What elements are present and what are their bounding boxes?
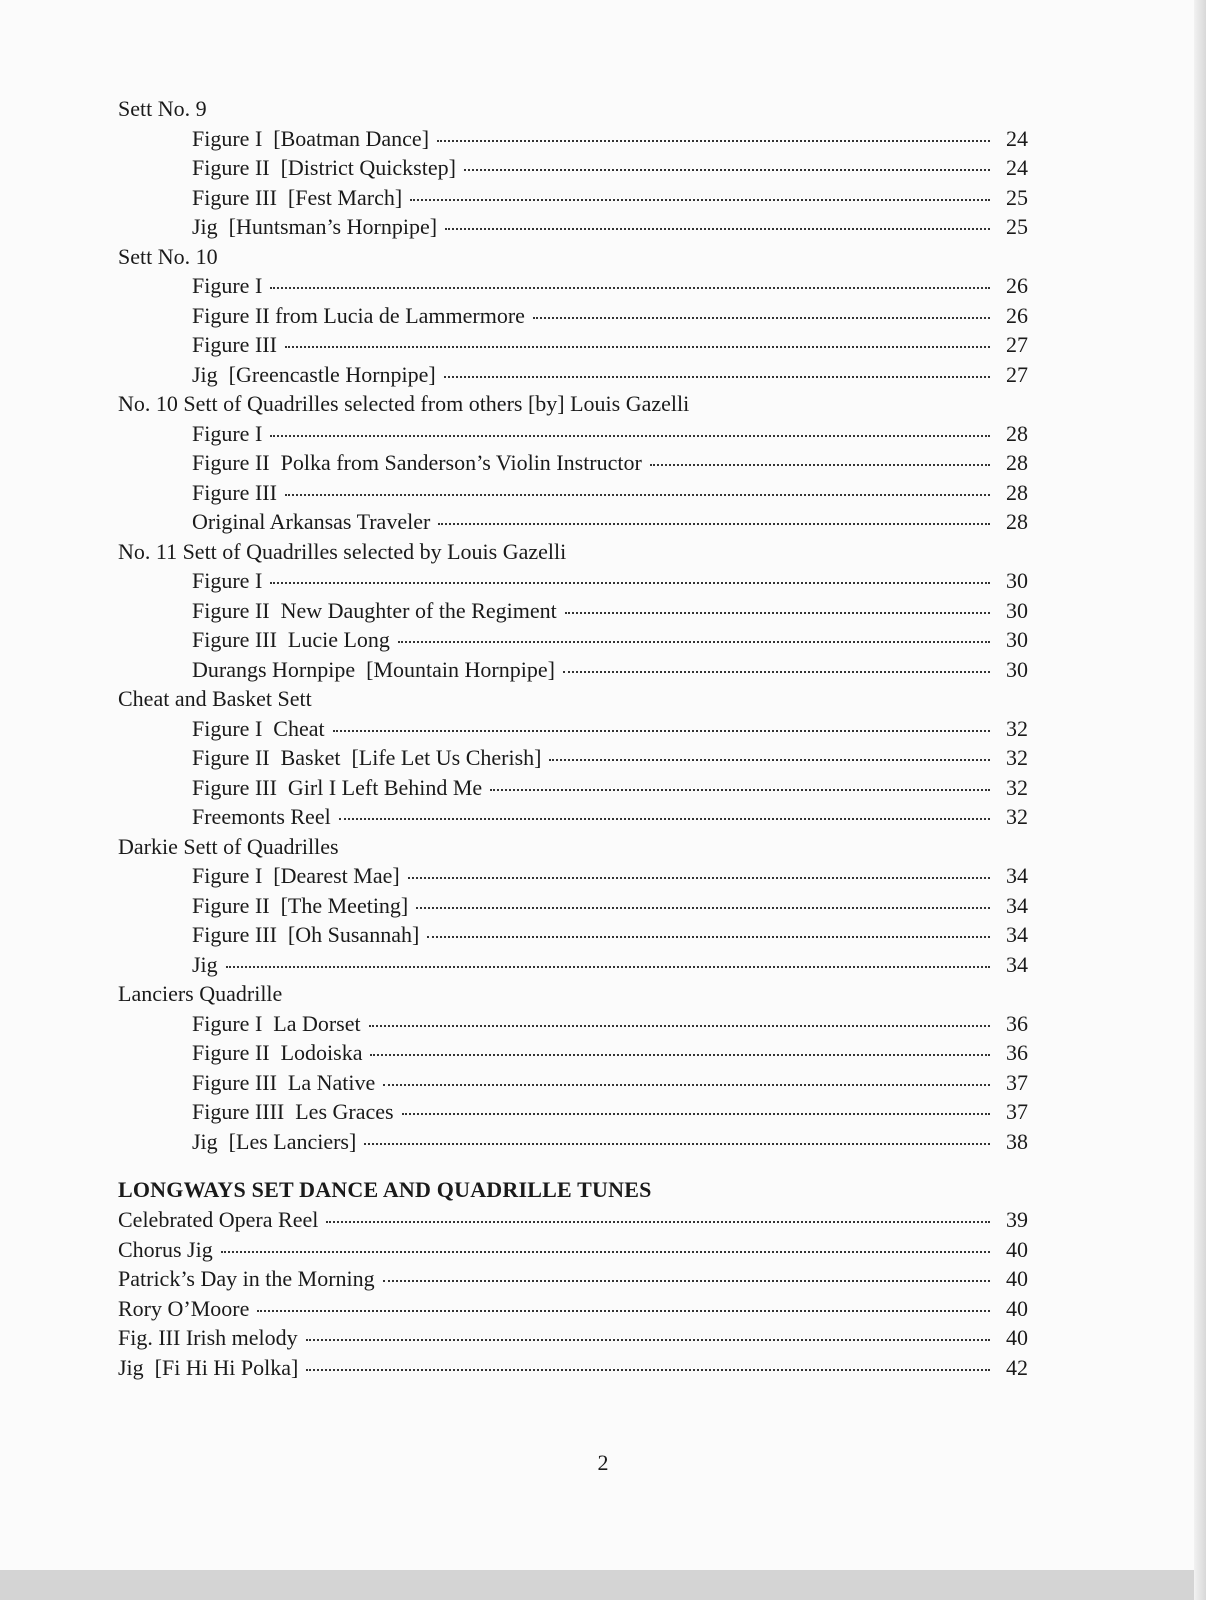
dot-leader — [364, 1142, 990, 1145]
toc-entry — [118, 655, 1028, 685]
toc-entry-label: Figure II Polka from Sanderson’s Violin Instructor — [192, 450, 642, 475]
toc-entry — [118, 625, 1028, 655]
toc-group-title: No. 11 Sett of Quadrilles selected by Louis Gazelli — [118, 538, 567, 564]
dot-leader — [464, 168, 990, 171]
toc-entry-page: 38 — [1006, 1128, 1028, 1154]
toc-entry-label: Jig [Fi Hi Hi Polka] — [118, 1354, 299, 1380]
dot-leader — [445, 227, 990, 230]
toc-group — [118, 242, 1028, 390]
toc-entry-page: 40 — [1006, 1295, 1028, 1321]
toc-group — [118, 832, 1028, 980]
toc-entry — [118, 1068, 1028, 1098]
toc-entry — [118, 861, 1028, 891]
toc-entry-page: 34 — [1006, 951, 1028, 977]
scan-bottom-edge — [0, 1570, 1206, 1600]
dot-leader — [408, 876, 990, 879]
toc-entry — [118, 1353, 1028, 1383]
toc-entry-label: Figure I — [192, 568, 263, 593]
toc-entry-label: Figure III Lucie Long — [192, 627, 390, 652]
toc-entry — [118, 1127, 1028, 1157]
toc-group-title: Lanciers Quadrille — [118, 981, 283, 1006]
dot-leader — [437, 139, 990, 142]
dot-leader — [369, 1024, 990, 1027]
toc-entry-label: Original Arkansas Traveler — [192, 509, 431, 534]
toc-entry-page: 34 — [1006, 892, 1028, 918]
toc-entry — [118, 448, 1028, 478]
dot-leader — [339, 817, 990, 820]
page-number: 2 — [597, 1450, 609, 1475]
toc-entry-label: Figure II Lodoiska — [192, 1040, 363, 1065]
table-of-contents — [118, 94, 1028, 1382]
toc-entry-label: Figure II [District Quickstep] — [192, 155, 456, 180]
toc-group — [118, 979, 1028, 1156]
dot-leader — [285, 345, 990, 348]
toc-entry-label: Jig [Huntsman’s Hornpipe] — [192, 214, 438, 239]
dot-leader — [444, 375, 990, 378]
toc-entry — [118, 153, 1028, 183]
toc-entry-label: Figure I La Dorset — [192, 1010, 361, 1036]
toc-entry-label: Jig [Greencastle Hornpipe] — [192, 361, 436, 387]
toc-entry-label: Figure I — [192, 273, 263, 298]
toc-entry — [118, 1009, 1028, 1039]
dot-leader — [257, 1309, 990, 1312]
toc-entry-page: 34 — [1006, 922, 1028, 947]
toc-group — [118, 94, 1028, 242]
dot-leader — [306, 1338, 990, 1341]
toc-entry — [118, 478, 1028, 508]
toc-entry — [118, 419, 1028, 449]
toc-entry — [118, 1323, 1028, 1353]
dot-leader — [490, 788, 990, 791]
toc-entry-label: Figure II Basket [Life Let Us Cherish] — [192, 745, 542, 770]
toc-entry — [118, 802, 1028, 832]
dot-leader — [398, 640, 990, 643]
dot-leader — [565, 611, 990, 614]
dot-leader — [650, 463, 990, 466]
toc-entry — [118, 1205, 1028, 1235]
dot-leader — [326, 1220, 990, 1223]
dot-leader — [402, 1112, 990, 1115]
toc-entry — [118, 950, 1028, 980]
dot-leader — [383, 1083, 990, 1086]
toc-entry-page: 30 — [1006, 627, 1028, 652]
dot-leader — [370, 1053, 990, 1056]
toc-entry-label: Fig. III Irish melody — [118, 1325, 298, 1350]
toc-entry-label: Figure I — [192, 420, 263, 446]
section-heading: LONGWAYS SET DANCE AND QUADRILLE TUNES — [118, 1177, 652, 1202]
toc-entry-page: 27 — [1006, 361, 1028, 387]
toc-entry-page: 24 — [1006, 125, 1028, 151]
dot-leader — [563, 670, 990, 673]
toc-entry-page: 26 — [1006, 273, 1028, 298]
dot-leader — [383, 1279, 990, 1282]
toc-entry-page: 40 — [1006, 1236, 1028, 1262]
toc-entry — [118, 360, 1028, 390]
toc-entry-label: Figure III [Oh Susannah] — [192, 922, 420, 947]
toc-entry-label: Celebrated Opera Reel — [118, 1207, 319, 1232]
toc-entry-page: 32 — [1006, 715, 1028, 741]
dot-leader — [285, 493, 990, 496]
dot-leader — [416, 906, 990, 909]
toc-entry-page: 32 — [1006, 745, 1028, 770]
toc-entry-label: Figure II New Daughter of the Regiment — [192, 597, 557, 623]
toc-entry-page: 30 — [1006, 597, 1028, 623]
toc-entry — [118, 920, 1028, 950]
toc-entry — [118, 566, 1028, 596]
toc-entry-label: Figure IIII Les Graces — [192, 1099, 394, 1124]
toc-entry — [118, 301, 1028, 331]
toc-entry — [118, 124, 1028, 154]
toc-entry-label: Figure III — [192, 332, 277, 357]
toc-entry-page: 28 — [1006, 420, 1028, 446]
dot-leader — [427, 935, 990, 938]
toc-entry-label: Freemonts Reel — [192, 804, 331, 829]
toc-group — [118, 537, 1028, 685]
toc-entry-page: 27 — [1006, 332, 1028, 357]
toc-entry — [118, 212, 1028, 242]
dot-leader — [438, 522, 990, 525]
dot-leader — [410, 198, 990, 201]
toc-entry-page: 32 — [1006, 774, 1028, 800]
toc-entry — [118, 1264, 1028, 1294]
toc-entry — [118, 507, 1028, 537]
toc-entry-label: Figure III — [192, 479, 277, 505]
toc-entry-page: 40 — [1006, 1266, 1028, 1291]
toc-entry-label: Chorus Jig — [118, 1236, 213, 1262]
toc-entry-label: Figure I Cheat — [192, 715, 325, 741]
toc-entry-page: 24 — [1006, 155, 1028, 180]
toc-entry-page: 28 — [1006, 509, 1028, 534]
toc-entry — [118, 1294, 1028, 1324]
toc-entry-page: 39 — [1006, 1207, 1028, 1232]
toc-entry-label: Patrick’s Day in the Morning — [118, 1266, 375, 1291]
toc-entry-label: Jig — [192, 951, 218, 977]
toc-entry-page: 42 — [1006, 1354, 1028, 1380]
toc-entry — [118, 271, 1028, 301]
toc-entry — [118, 183, 1028, 213]
toc-entry-label: Figure III Girl I Left Behind Me — [192, 774, 483, 800]
section-entries — [118, 1205, 1028, 1382]
toc-group-title: No. 10 Sett of Quadrilles selected from others [by] Louis Gazelli — [118, 391, 690, 416]
dot-leader — [333, 729, 990, 732]
toc-entry-label: Figure I [Boatman Dance] — [192, 125, 430, 151]
toc-entry-label: Figure II from Lucia de Lammermore — [192, 302, 525, 328]
toc-groups — [118, 94, 1028, 1156]
dot-leader — [226, 965, 990, 968]
toc-group-title: Sett No. 9 — [118, 96, 207, 121]
dot-leader — [270, 286, 990, 289]
toc-entry-page: 37 — [1006, 1069, 1028, 1095]
toc-group — [118, 684, 1028, 832]
toc-entry-page: 30 — [1006, 656, 1028, 682]
toc-entry — [118, 330, 1028, 360]
toc-group-title: Darkie Sett of Quadrilles — [118, 833, 339, 859]
dot-leader — [221, 1250, 990, 1253]
dot-leader — [306, 1368, 990, 1371]
toc-entry — [118, 714, 1028, 744]
toc-entry — [118, 743, 1028, 773]
toc-entry — [118, 1097, 1028, 1127]
toc-entry-page: 40 — [1006, 1325, 1028, 1350]
toc-entry-page: 36 — [1006, 1010, 1028, 1036]
toc-group-title: Cheat and Basket Sett — [118, 686, 312, 711]
toc-entry-page: 34 — [1006, 863, 1028, 888]
toc-entry-page: 26 — [1006, 302, 1028, 328]
dot-leader — [270, 581, 990, 584]
toc-entry-label: Rory O’Moore — [118, 1295, 250, 1321]
dot-leader — [549, 758, 990, 761]
toc-entry-page: 25 — [1006, 184, 1028, 210]
dot-leader — [270, 434, 990, 437]
toc-entry-page: 37 — [1006, 1099, 1028, 1124]
toc-entry-page: 28 — [1006, 450, 1028, 475]
toc-entry-label: Figure I [Dearest Mae] — [192, 863, 400, 888]
toc-entry — [118, 596, 1028, 626]
toc-group — [118, 389, 1028, 537]
dot-leader — [533, 316, 990, 319]
toc-entry-page: 32 — [1006, 804, 1028, 829]
toc-entry — [118, 891, 1028, 921]
toc-entry-label: Figure III [Fest March] — [192, 184, 403, 210]
toc-entry — [118, 1038, 1028, 1068]
toc-entry-page: 30 — [1006, 568, 1028, 593]
toc-entry-label: Figure III La Native — [192, 1069, 376, 1095]
toc-entry-page: 28 — [1006, 479, 1028, 505]
toc-entry-label: Jig [Les Lanciers] — [192, 1128, 357, 1154]
toc-entry-label: Figure II [The Meeting] — [192, 892, 409, 918]
toc-entry — [118, 773, 1028, 803]
toc-entry-label: Durangs Hornpipe [Mountain Hornpipe] — [192, 656, 555, 682]
toc-group-title: Sett No. 10 — [118, 243, 218, 269]
toc-entry-page: 25 — [1006, 214, 1028, 239]
toc-entry-page: 36 — [1006, 1040, 1028, 1065]
toc-entry — [118, 1235, 1028, 1265]
